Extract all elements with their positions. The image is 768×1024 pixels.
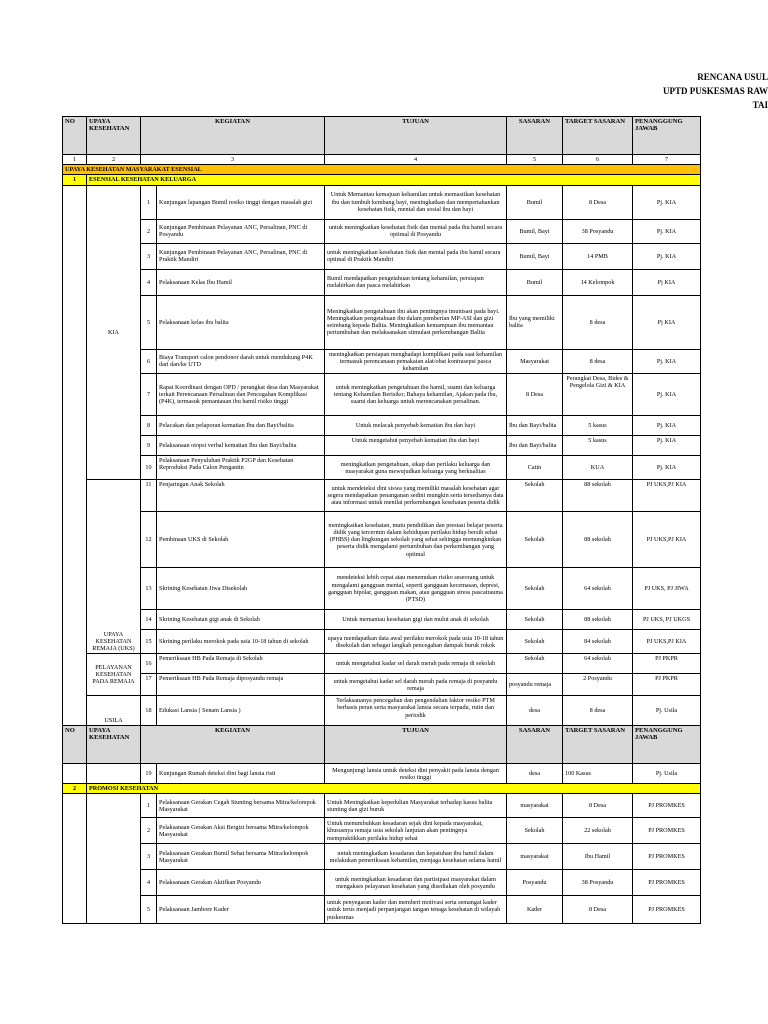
col-kegiatan: KEGIATAN: [141, 726, 325, 764]
doc-title-line1: RENCANA USUL: [697, 72, 768, 82]
row-pj: PJ UKS,PJ KIA: [633, 512, 701, 568]
row-no: 13: [141, 568, 157, 610]
subsection-title: PROMOSI KESEHATAN: [87, 784, 701, 794]
row-pj: PJ UKS, PJ JIWA: [633, 568, 701, 610]
colnum: 5: [507, 155, 563, 165]
header-row: [63, 117, 701, 155]
row-no: 4: [141, 870, 157, 896]
table-row: [63, 896, 701, 924]
row-sasaran: Masyarakat: [507, 349, 563, 374]
row-tujuan: untuk meningkatkan kesehatan fisik dan mental pada ibu hamil secara optimal di Praktik Mandiri: [325, 243, 507, 269]
row-no: 3: [141, 844, 157, 870]
row-target: 8 desa: [563, 295, 633, 349]
row-sasaran: Posyandu: [507, 870, 563, 896]
row-no: 4: [141, 269, 157, 295]
upaya-blank: [87, 794, 141, 924]
table-row: [63, 870, 701, 896]
row-target: 14 Kelompok: [563, 269, 633, 295]
row-target: 38 Posyandu: [563, 219, 633, 243]
row-tujuan: Untuk Meningkatkan kepedulian Masyarakat terhadap kasus balita stunting dan gizi buruk: [325, 794, 507, 818]
row-tujuan: Untuk melacak penyebab kematian ibu dan bayi: [325, 416, 507, 436]
col-target: TARGET SASARAN: [563, 117, 633, 155]
row-no: 16: [141, 654, 157, 674]
colnum: 6: [563, 155, 633, 165]
row-no: 2: [141, 219, 157, 243]
row-pj: Pj. Usila: [633, 696, 701, 726]
col-upaya: UPAYA KESEHATAN: [87, 726, 141, 764]
plan-table: [62, 116, 701, 924]
row-pj: Pj. Usila: [633, 764, 701, 784]
subsection-no: 1: [63, 175, 87, 185]
row-tujuan: upaya mendapatkan data awal perilaku merokok pada usia 10-18 tahun disekolah dan sebagai langkah pencegahan dampak buruk rokok: [325, 630, 507, 654]
header-row-repeat: [63, 726, 701, 764]
row-target: Ibu Hamil: [563, 844, 633, 870]
row-kegiatan: Pelaksanaan otopsi verbal kematian Ibu dan Bayi/balita: [157, 436, 325, 456]
table-row: [63, 416, 701, 436]
colnum: 1: [63, 155, 87, 165]
row-target: 84 sekolah: [563, 630, 633, 654]
group-remaja: UPAYA KESEHATAN REMAJA (UKS): [87, 480, 141, 654]
row-sasaran: Bumil, Bayi: [507, 243, 563, 269]
table-row: [63, 844, 701, 870]
row-kegiatan: Kunjungan Rumah deteksi dini bagi lansia risti: [157, 764, 325, 784]
row-sasaran: posyandu remaja: [507, 674, 563, 696]
row-no: 15: [141, 630, 157, 654]
row-sasaran: Sekolah: [507, 654, 563, 674]
row-pj: PJ PKPR: [633, 654, 701, 674]
row-pj: PJ PROMKES: [633, 896, 701, 924]
col-tujuan: TUJUAN: [325, 117, 507, 155]
row-no: 6: [141, 349, 157, 374]
table-row: [63, 480, 701, 512]
table-row: [63, 654, 701, 674]
row-target: 8 Desa: [563, 896, 633, 924]
row-sasaran: Ibu dan Bayi/balita: [507, 436, 563, 456]
col-number-row: [63, 155, 701, 165]
table-row: [63, 764, 701, 784]
row-sasaran: Sekolah: [507, 610, 563, 630]
row-target: 88 sekolah: [563, 512, 633, 568]
row-tujuan: Untuk menumbuhkan kesadaran sejak dini kepada masyarakat, khususnya remaja usia sekolah lanjutan akan pentingnya mempraktikkan perilaku hidup sehat: [325, 818, 507, 844]
doc-title-line3: TAI: [752, 100, 768, 110]
row-no: 5: [141, 295, 157, 349]
row-kegiatan: Pelaksanaan kelas ibu balita: [157, 295, 325, 349]
row-target: 2 Posyandu: [563, 674, 633, 696]
col-tujuan: TUJUAN: [325, 726, 507, 764]
row-kegiatan: Pembinaan UKS di Sekolah: [157, 512, 325, 568]
row-tujuan: Untuk Memantau kemajuan kehamilan untuk memastikan kesehatan ibu dan tumbuh kembang bayi, meningkatkan dan mempertahankan kesehatan fisik, mental dan sosial ibu dan bayi: [325, 185, 507, 219]
group-usila: USILA: [87, 696, 141, 726]
row-tujuan: Untuk memantau kesehatan gigi dan mulut anak di sekolah: [325, 610, 507, 630]
no-blank: [63, 794, 87, 924]
colnum: 2: [87, 155, 141, 165]
row-no: 1: [141, 185, 157, 219]
row-tujuan: Terlaksananya pencegahan dan pengendalian faktor resiko PTM berbasis peran serta masyarakat lansia secara terpadu, rutin dan periodik: [325, 696, 507, 726]
row-pj: PJ PROMKES: [633, 818, 701, 844]
col-upaya: UPAYA KESEHATAN: [87, 117, 141, 155]
row-no: 1: [141, 794, 157, 818]
table-row: [63, 269, 701, 295]
row-target: 14 PMB: [563, 243, 633, 269]
table-row: [63, 219, 701, 243]
upaya-blank: [87, 764, 141, 784]
row-tujuan: meningkatkan pengetahuan, sikap dan perilaku keluarga dan masyarakat guna mewujudkan keluarga yang berkualitas: [325, 456, 507, 480]
table-row: [63, 674, 701, 696]
row-kegiatan: Pelaksanaan Penyuluhan Praktik P2GP dan Kesehatan Reproduksi Pada Calon Pengantin: [157, 456, 325, 480]
row-tujuan: meningkatkan persiapan menghadapi komplikasi pada saat kehamilan termasuk perencanaan pemakaian alat/obat kontrasepsi pasca kehamilan: [325, 349, 507, 374]
table-row: [63, 568, 701, 610]
row-tujuan: Untuk mengetahui penyebab kematian ibu dan bayi: [325, 436, 507, 456]
row-kegiatan: Skrining perilaku merokok pada usia 10-18 tahun di sekolah: [157, 630, 325, 654]
row-tujuan: mendeteksi lebih cepat atau menemukan risiko seseorang untuk mengalami gangguan mental, seperti gangguan kecemasan, depresi, gangguan bipolar, gangguan makan, atau gangguan stress pascatrauma (PTSD): [325, 568, 507, 610]
row-tujuan: untuk penyegaran kader dan memberi motivasi serta semangat kader untuk terus menjadi perpanjangan tangan tenaga kesehatan di wilayah puskesmas: [325, 896, 507, 924]
row-tujuan: untuk mendeteksi dini siswa yang memiliki masalah kesehatan agar segera mendapatkan penanganan sedini mungkin serta tersedianya data atau informasi untuk menilai perkembangan kesehatan peserta didik: [325, 480, 507, 512]
table-row: [63, 696, 701, 726]
row-target: 8 Desa: [563, 185, 633, 219]
row-target: 100 Kasus: [563, 764, 633, 784]
col-no: NO: [63, 117, 87, 155]
row-tujuan: untuk meningkatkan kesadaran dan kepatuhan ibu hamil dalam melakukan pemeriksaan kehamilan, menjaga kesehatan selama hamil: [325, 844, 507, 870]
row-target: 5 kasus: [563, 436, 633, 456]
row-pj: PJ PROMKES: [633, 870, 701, 896]
row-sasaran: masyarakat: [507, 844, 563, 870]
row-kegiatan: Kunjungan lapangan Bumil resiko tinggi dengan masalah gizi: [157, 185, 325, 219]
row-pj: Pj. KIA: [633, 349, 701, 374]
row-pj: PJ UKS,PJ KIA: [633, 630, 701, 654]
row-sasaran: Ibu dan Bayi/balita: [507, 416, 563, 436]
colnum: 4: [325, 155, 507, 165]
subsection-row: [63, 175, 701, 185]
row-no: 17: [141, 674, 157, 696]
row-pj: Pj KIA: [633, 269, 701, 295]
row-kegiatan: Edukasi Lansia ( Senam Lansia ): [157, 696, 325, 726]
row-tujuan: Meningkatkan pengetahuan ibu akan pentingnya imunisasi pada bayi. Meningkatkan pengetahuan ibu dalam pemberian MP-ASI dan gizi seimbang kepada Balita. Meningkatkan kemampuan ibu memantau pertumbuhan dan melaksanakan stimulasi perkembangan Balita: [325, 295, 507, 349]
row-sasaran: desa: [507, 696, 563, 726]
row-pj: Pj. KIA: [633, 243, 701, 269]
row-target: KUA: [563, 456, 633, 480]
row-target: 88 sekolah: [563, 480, 633, 512]
section-title: UPAYA KESEHATAN MASYARAKAT ESENSIAL: [63, 165, 701, 175]
row-sasaran: Catin: [507, 456, 563, 480]
row-no: 8: [141, 416, 157, 436]
table-row: [63, 610, 701, 630]
row-target: 22 sekolah: [563, 818, 633, 844]
table-row: [63, 243, 701, 269]
col-sasaran: SASARAN: [507, 726, 563, 764]
col-pj: PENANGGUNG JAWAB: [633, 726, 701, 764]
table-row: [63, 456, 701, 480]
row-target: 64 sekolah: [563, 654, 633, 674]
row-kegiatan: Penjaringan Anak Sekolah: [157, 480, 325, 512]
row-tujuan: untuk meningkatkan kesadaran dan partisipasi masyarakat dalam mengakses pelayanan kesehatan yang disediakan oleh posyandu: [325, 870, 507, 896]
row-pj: Pj KIA: [633, 295, 701, 349]
row-kegiatan: Skrining Kesehatan gigi anak di Sekolah: [157, 610, 325, 630]
no-blank: [63, 185, 87, 726]
row-sasaran: Sekolah: [507, 480, 563, 512]
doc-title-line2: UPTD PUSKESMAS RAW: [662, 86, 768, 96]
row-kegiatan: Pelaksanaan Gerakan Cegah Stunting bersama Mitra/kelompok Masyarakat: [157, 794, 325, 818]
row-pj: PJ UKS, PJ UKGS: [633, 610, 701, 630]
row-no: 3: [141, 243, 157, 269]
row-sasaran: Sekolah: [507, 568, 563, 610]
table-row: [63, 630, 701, 654]
row-kegiatan: Pelaksanaan Jambore Kader: [157, 896, 325, 924]
row-kegiatan: Biaya Transport calon pendonor darah untuk mendukung P4K dari dan/ke UTD: [157, 349, 325, 374]
row-tujuan: meningkatkan kesehatan, mutu pendidikan dan prestasi belajar peserta didik yang tercermin dalam kehidupan perilaku hidup bersih sehat (PHBS) dan lingkungan sekolah yang sehat sehingga memungkinkan peserta didik mengalami pertumbuhan dan perkembangan yang optimal: [325, 512, 507, 568]
row-sasaran: Sekolah: [507, 512, 563, 568]
row-no: 7: [141, 374, 157, 416]
row-pj: PJ PROMKES: [633, 794, 701, 818]
subsection-no: 2: [63, 784, 87, 794]
row-sasaran: Sekolah: [507, 818, 563, 844]
col-target: TARGET SASARAN: [563, 726, 633, 764]
row-kegiatan: Kunjungan Pembinaan Pelayanan ANC, Persalinan, PNC di Posyandu: [157, 219, 325, 243]
row-target: 8 desa: [563, 696, 633, 726]
row-no: 19: [141, 764, 157, 784]
row-sasaran: desa: [507, 764, 563, 784]
group-pelayanan: PELAYANAN KESEHATAN PADA REMAJA: [87, 654, 141, 696]
col-pj: PENANGGUNG JAWAB: [633, 117, 701, 155]
row-sasaran: Bumil: [507, 269, 563, 295]
table-row: [63, 374, 701, 416]
row-pj: PJ PROMKES: [633, 844, 701, 870]
row-tujuan: untuk meningkatkan pengetahuan ibu hamil, suami dan keluarga tentang Kehamilan Berisiko; Bahaya kehamilan, Ajakan pada ibu, suami dan keluarga untuk merencanakan persalinan.: [325, 374, 507, 416]
row-target: 38 Posyandu: [563, 870, 633, 896]
table-row: [63, 818, 701, 844]
row-no: 14: [141, 610, 157, 630]
row-pj: PJ PKPR: [633, 674, 701, 696]
colnum: 7: [633, 155, 701, 165]
row-no: 11: [141, 480, 157, 512]
row-no: 9: [141, 436, 157, 456]
subsection-row: [63, 784, 701, 794]
row-kegiatan: Pelacakan dan pelaporan kematian Ibu dan Bayi/balita: [157, 416, 325, 436]
row-pj: PJ UKS,PJ KIA: [633, 480, 701, 512]
row-target: 5 kasus: [563, 416, 633, 436]
row-no: 10: [141, 456, 157, 480]
row-no: 18: [141, 696, 157, 726]
row-kegiatan: Rapat Koordinasi dengan OPD / perangkat desa dan Masyarakat terkait Perencanaan Persalinan dan Pencegahan Komplikasi (P4K), termasuk pemantauan ibu hamil risiko tinggi: [157, 374, 325, 416]
row-kegiatan: Pelaksanaan Gerakan Aksi Bergizi bersama Mitra/kelompok Masyarakat: [157, 818, 325, 844]
group-kia: KIA: [87, 185, 141, 480]
table-row: [63, 512, 701, 568]
table-row: [63, 185, 701, 219]
row-tujuan: untuk mengetahui kadar sel darah merah pada remaja di posyandu remaja: [325, 674, 507, 696]
row-kegiatan: Pemeriksaan HB Pada Remaja diposyandu remaja: [157, 674, 325, 696]
row-tujuan: untuk meningkatkan kesehatan fisik dan mental pada ibu hamil secara optimal di Posyandu: [325, 219, 507, 243]
col-no: NO: [63, 726, 87, 764]
row-kegiatan: Skrining Kesehatan Jiwa Disekolah: [157, 568, 325, 610]
row-pj: Pj. KIA: [633, 185, 701, 219]
col-kegiatan: KEGIATAN: [141, 117, 325, 155]
subsection-title: ESENSIAL KESEHATAN KELUARGA: [87, 175, 701, 185]
col-sasaran: SASARAN: [507, 117, 563, 155]
row-sasaran: Bumil, Bayi: [507, 219, 563, 243]
row-pj: Pj. KIA: [633, 436, 701, 456]
table-row: [63, 436, 701, 456]
colnum: 3: [141, 155, 325, 165]
row-target: 64 sekolah: [563, 568, 633, 610]
table-row: [63, 349, 701, 374]
row-pj: Pj. KIA: [633, 456, 701, 480]
row-target: 8 desa: [563, 349, 633, 374]
row-sasaran: 8 Desa: [507, 374, 563, 416]
row-sasaran: masyarakat: [507, 794, 563, 818]
row-sasaran: Kader: [507, 896, 563, 924]
row-sasaran: Sekolah: [507, 630, 563, 654]
row-kegiatan: Pemeriksaan HB Pada Remaja di Sekolah: [157, 654, 325, 674]
row-kegiatan: Pelaksanaan Gerakan Aktifkan Posyandu: [157, 870, 325, 896]
row-no: 2: [141, 818, 157, 844]
section-row: [63, 165, 701, 175]
row-target: 8 Desa: [563, 794, 633, 818]
row-pj: Pj. KIA: [633, 374, 701, 416]
table-row: [63, 295, 701, 349]
row-pj: Pj. KIA: [633, 416, 701, 436]
row-pj: Pj. KIA: [633, 219, 701, 243]
row-target: 88 sekolah: [563, 610, 633, 630]
no-blank: [63, 764, 87, 784]
row-kegiatan: Pelaksanaan Kelas Ibu Hamil: [157, 269, 325, 295]
row-tujuan: Mengunjungi lansia untuk deteksi dini penyakit pada lansia dengan resiko tinggi: [325, 764, 507, 784]
row-tujuan: Bumil mendapatkan pengetahuan tentang kehamilan, persiapan melahirkan dan pasca melahirkan: [325, 269, 507, 295]
row-sasaran: Ibu yang memiliki balita: [507, 295, 563, 349]
row-no: 12: [141, 512, 157, 568]
table-row: [63, 794, 701, 818]
row-kegiatan: Kunjungan Pembinaan Pelayanan ANC, Persalinan, PNC di Praktik Mandiri: [157, 243, 325, 269]
row-tujuan: untuk mengetahui kadar sel darah merah pada remaja di sekolah: [325, 654, 507, 674]
row-sasaran: Bumil: [507, 185, 563, 219]
row-target: Perangkat Desa, Bides & Pengelola Gizi & KIA: [563, 374, 633, 416]
row-kegiatan: Pelaksanaan Gerakan Bumil Sehat bersama Mitra/kelompok Masyarakat: [157, 844, 325, 870]
row-no: 5: [141, 896, 157, 924]
